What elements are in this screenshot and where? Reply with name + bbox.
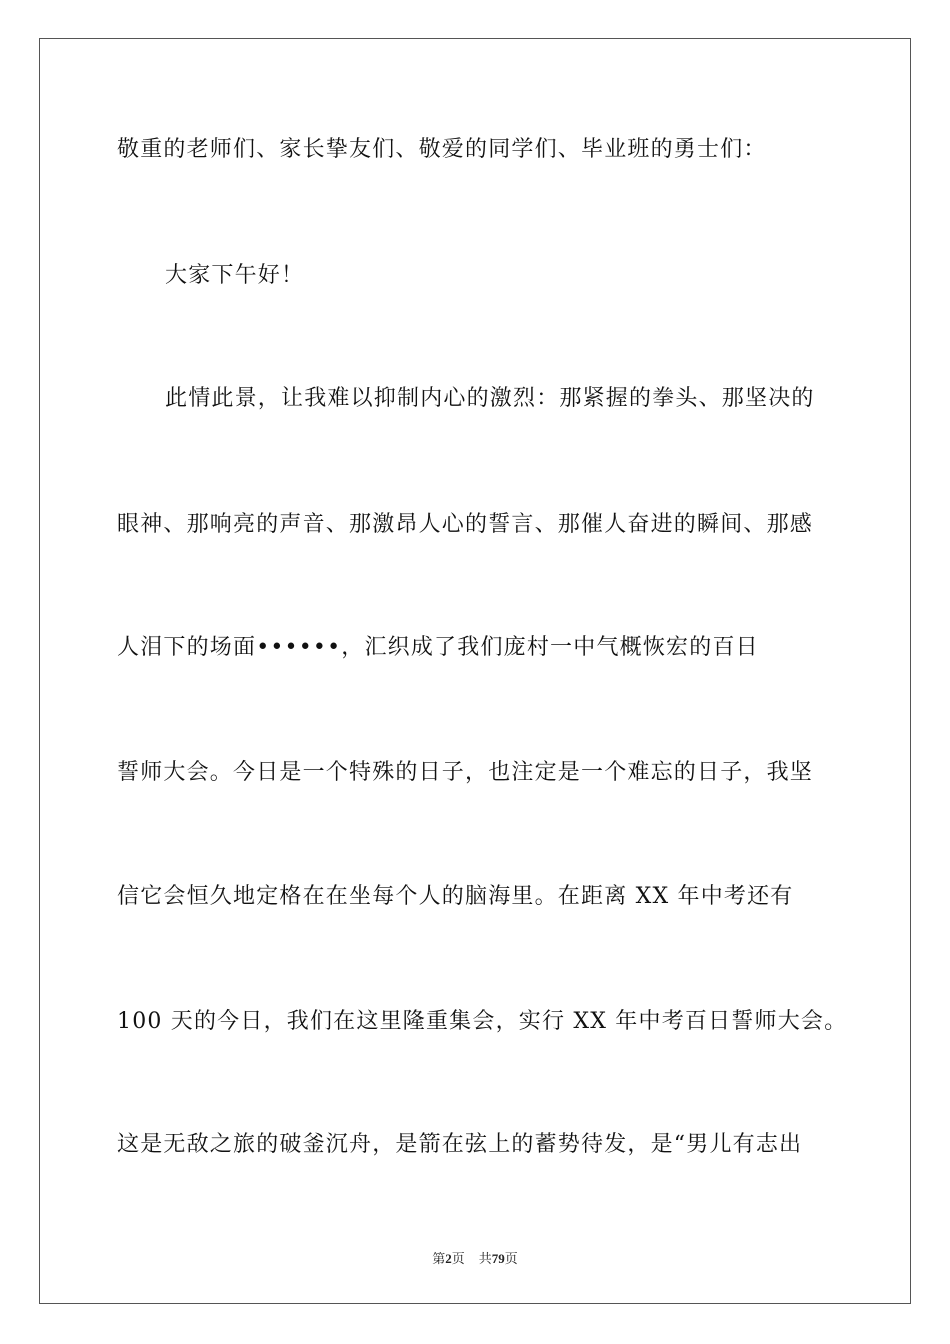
current-page-number: 2 — [445, 1251, 452, 1266]
paragraph-line: 信它会恒久地定格在在坐每个人的脑海里。在距离 XX 年中考还有 — [117, 884, 794, 909]
footer-total-prefix: 共 — [478, 1251, 492, 1266]
page-frame — [39, 38, 911, 1304]
paragraph-line: 这是无敌之旅的破釜沉舟，是箭在弦上的蓄势待发，是“男儿有志出 — [117, 1132, 803, 1157]
paragraph-line: 此情此景，让我难以抑制内心的激烈：那紧握的拳头、那坚决的 — [165, 386, 815, 411]
paragraph-line: 100 天的今日，我们在这里隆重集会，实行 XX 年中考百日誓师大会。 — [117, 1009, 848, 1034]
total-page-count: 79 — [491, 1251, 505, 1266]
paragraph-line: 眼神、那响亮的声音、那激昂人心的誓言、那催人奋进的瞬间、那感 — [117, 512, 814, 537]
paragraph-line: 人泪下的场面••••••，汇织成了我们庞村一中气概恢宏的百日 — [117, 635, 759, 660]
footer-page-suffix: 页 — [451, 1251, 465, 1266]
footer-prefix: 第 — [432, 1251, 446, 1266]
paragraph-line: 誓师大会。今日是一个特殊的日子，也注定是一个难忘的日子，我坚 — [117, 760, 814, 785]
page-footer — [0, 1248, 950, 1267]
greeting-line: 大家下午好！ — [165, 263, 305, 288]
salutation-line: 敬重的老师们、家长挚友们、敬爱的同学们、毕业班的勇士们： — [117, 137, 767, 162]
footer-total-suffix: 页 — [504, 1251, 518, 1266]
